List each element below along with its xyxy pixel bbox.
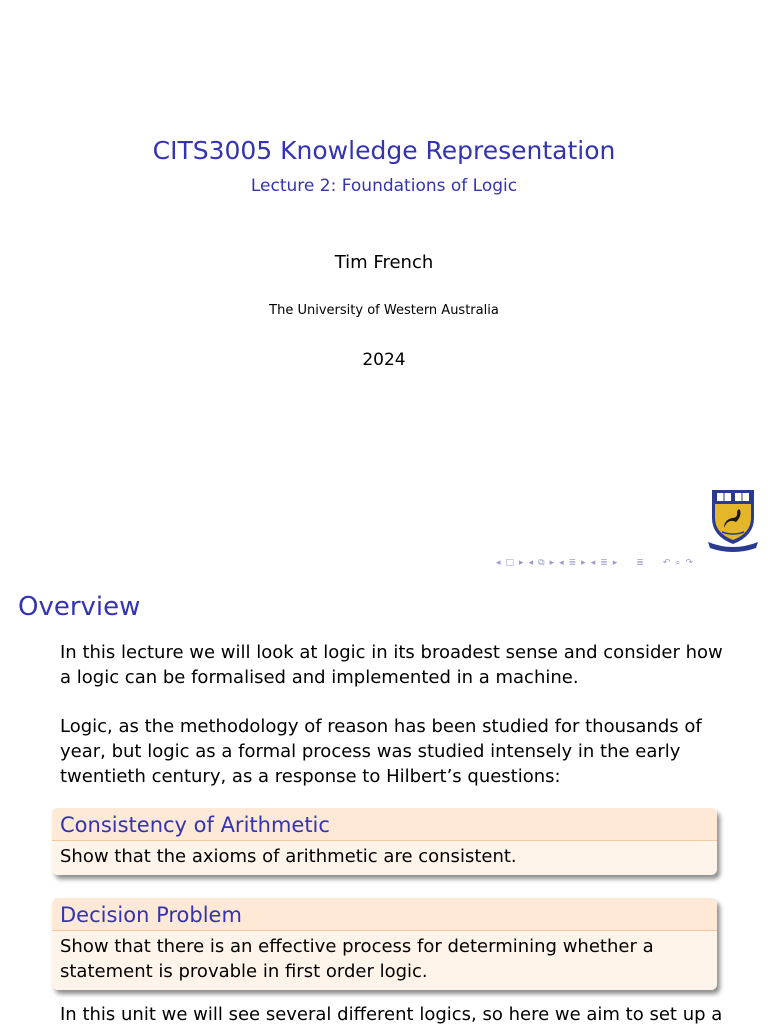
frame-icon[interactable]: □ <box>505 558 515 568</box>
beamer-navigation-bar <box>496 556 693 570</box>
back-icon[interactable]: ↶ <box>662 558 671 568</box>
slide-icon[interactable]: ≣ <box>600 558 608 568</box>
consistency-block <box>52 808 717 875</box>
section-icon[interactable]: ≣ <box>568 558 577 568</box>
history-paragraph: Logic, as the methodology of reason has been studied for thousands of year, but logic as a formal process was studied intensely in the early twentieth century, as a response to Hilbert’s questions: <box>60 716 702 787</box>
next-slide-icon[interactable]: ▸ <box>612 558 618 568</box>
institute-name: The University of Western Australia <box>269 303 499 318</box>
frame-title: Overview <box>18 592 141 622</box>
subsection-icon[interactable]: ⧉ <box>538 558 545 568</box>
next-section-icon[interactable]: ▸ <box>581 558 586 568</box>
prev-section-icon[interactable]: ◂ <box>559 558 564 568</box>
block-body: Show that there is an effective process for determining whether a statement is provable in first order logic. <box>52 931 717 990</box>
university-crest-logo <box>704 488 762 552</box>
prev-slide-icon[interactable]: ◂ <box>590 558 596 568</box>
presentation-title: CITS3005 Knowledge Representation <box>152 136 616 165</box>
prev-subsection-icon[interactable]: ◂ <box>528 558 534 568</box>
block-title: Decision Problem <box>52 898 717 931</box>
next-frame-icon[interactable]: ▸ <box>519 558 524 568</box>
block-title: Consistency of Arithmetic <box>52 808 717 841</box>
next-subsection-icon[interactable]: ▸ <box>549 558 555 568</box>
prev-frame-icon[interactable]: ◂ <box>496 558 501 568</box>
search-icon[interactable]: ⌕ <box>675 558 681 568</box>
presentation-date: 2024 <box>362 350 406 370</box>
document-icon[interactable]: ≣ <box>636 558 644 568</box>
author-name: Tim French <box>334 252 434 273</box>
unit-paragraph: In this unit we will see several different logics, so here we aim to set up a <box>60 1004 723 1024</box>
block-body: Show that the axioms of arithmetic are consistent. <box>52 841 717 875</box>
intro-paragraph: In this lecture we will look at logic in its broadest sense and consider how a logic can be formalised and implemented in a machine. <box>60 642 723 688</box>
overview-slide <box>0 576 768 1024</box>
presentation-subtitle: Lecture 2: Foundations of Logic <box>250 176 518 196</box>
forward-icon[interactable]: ↷ <box>685 558 693 568</box>
decision-problem-block <box>52 898 717 990</box>
